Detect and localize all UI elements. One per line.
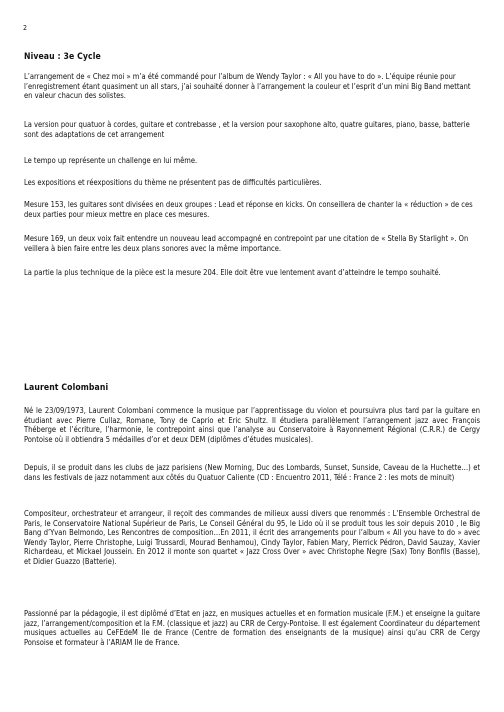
niveau-paragraph-7: La partie la plus technique de la pièce est la mesure 204. Elle doit être vue lentement avant d’atteindre le tempo souhaité.: [24, 268, 441, 277]
niveau-paragraph-5: Mesure 153, les guitares sont divisées en deux groupes : Lead et réponse en kicks. On conseillera de chanter la « réduction » de ces deux parties pour mieux mettre en place ces mesures.: [24, 200, 473, 219]
bio-paragraph-4: Passionné par la pédagogie, il est diplômé d’Etat en jazz, en musiques actuelles et en formation musicale (F.M.) et enseigne la guitare jazz, l’arrangement/composition et la F.M. (classique et jazz) au CRR de Cergy-Pontoise. Il est également Coordinateur du département musiques actuelles au CeFEdeM Ile de France (Centre de formation des enseignants de la musique) ainsi qu’au CRR de Cergy Ponsoise et formateur à l’ARIAM Ile de France.: [24, 609, 480, 647]
bio-paragraph-1: Né le 23/09/1973, Laurent Colombani commence la musique par l’apprentissage du violon et poursuivra plus tard par la guitare en étudiant avec Pierre Cullaz, Romane, Tony de Caprio et Eric Shultz. Il étudiera parallèlement l’arrangement jazz avec François Théberge et l’écriture, l’harmonie, le contrepoint ainsi que l’analyse au Conservatoire à Rayonnement Régional (C.R.R.) de Cergy Pontoise où il obtiendra 5 médailles d’or et deux DEM (diplômes d’études musicales).: [24, 406, 480, 444]
niveau-paragraph-2: La version pour quatuor à cordes, guitare et contrebasse , et la version pour saxophone alto, quatre guitares, piano, basse, batterie sont des adaptations de cet arrangement: [24, 120, 470, 139]
niveau-paragraph-3: Le tempo up représente un challenge en lui même.: [24, 156, 198, 165]
niveau-paragraph-4: Les expositions et réexpositions du thème ne présentent pas de difficultés particulières.: [24, 178, 322, 187]
page-number: 2: [23, 24, 28, 32]
niveau-paragraph-1: L’arrangement de « Chez moi » m’a été commandé pour l’album de Wendy Taylor : « All you have to do ». L’équipe réunie pour l’enregistrement étant quasiment un all stars, j’ai souhaité donner à l’arrangement la couleur et l’esprit d’un mini Big Band mettant en valeur chacun des solistes.: [24, 72, 471, 101]
bio-paragraph-2: Depuis, il se produit dans les clubs de jazz parisiens (New Morning, Duc des Lombards, Sunset, Sunside, Caveau de la Huchette…) et dans les festivals de jazz notamment aux côtés du Quatuor Caliente (CD : Encuentro 2011, Télé : France 2 : les mots de minuit): [24, 463, 480, 482]
bio-paragraph-3: Compositeur, orchestrateur et arrangeur, il reçoit des commandes de milieux aussi divers que renommés : L’Ensemble Orchestral de Paris, le Conservatoire National Supérieur de Paris, Le Conseil Général du 95, le Lido où il se produit tous les soir depuis 2010 , le Big Bang d’Yvan Belmondo, Les Rencontres de composition…En 2011, il écrit des arrangements pour l’album « All you have to do » avec Wendy Taylor, Pierre Christophe, Luigi Trussardi, Mourad Benhamou), Cindy Taylor, Fabien Mary, Pierrick Pédron, David Sauzay, Xavier Richardeau, et Mickael Joussein. En 2012 il monte son quartet « Jazz Cross Over » avec Christophe Negre (Sax) Tony Bonfils (Basse), et Didier Guazzo (Batterie).: [24, 509, 480, 566]
niveau-paragraph-6: Mesure 169, un deux voix fait entendre un nouveau lead accompagné en contrepoint par une citation de « Stella By Starlight ». On veillera à bien faire entre les deux plans sonores avec la même importance.: [24, 234, 469, 253]
author-heading: Laurent Colombani: [24, 383, 109, 393]
niveau-heading: Niveau : 3e Cycle: [24, 52, 101, 62]
